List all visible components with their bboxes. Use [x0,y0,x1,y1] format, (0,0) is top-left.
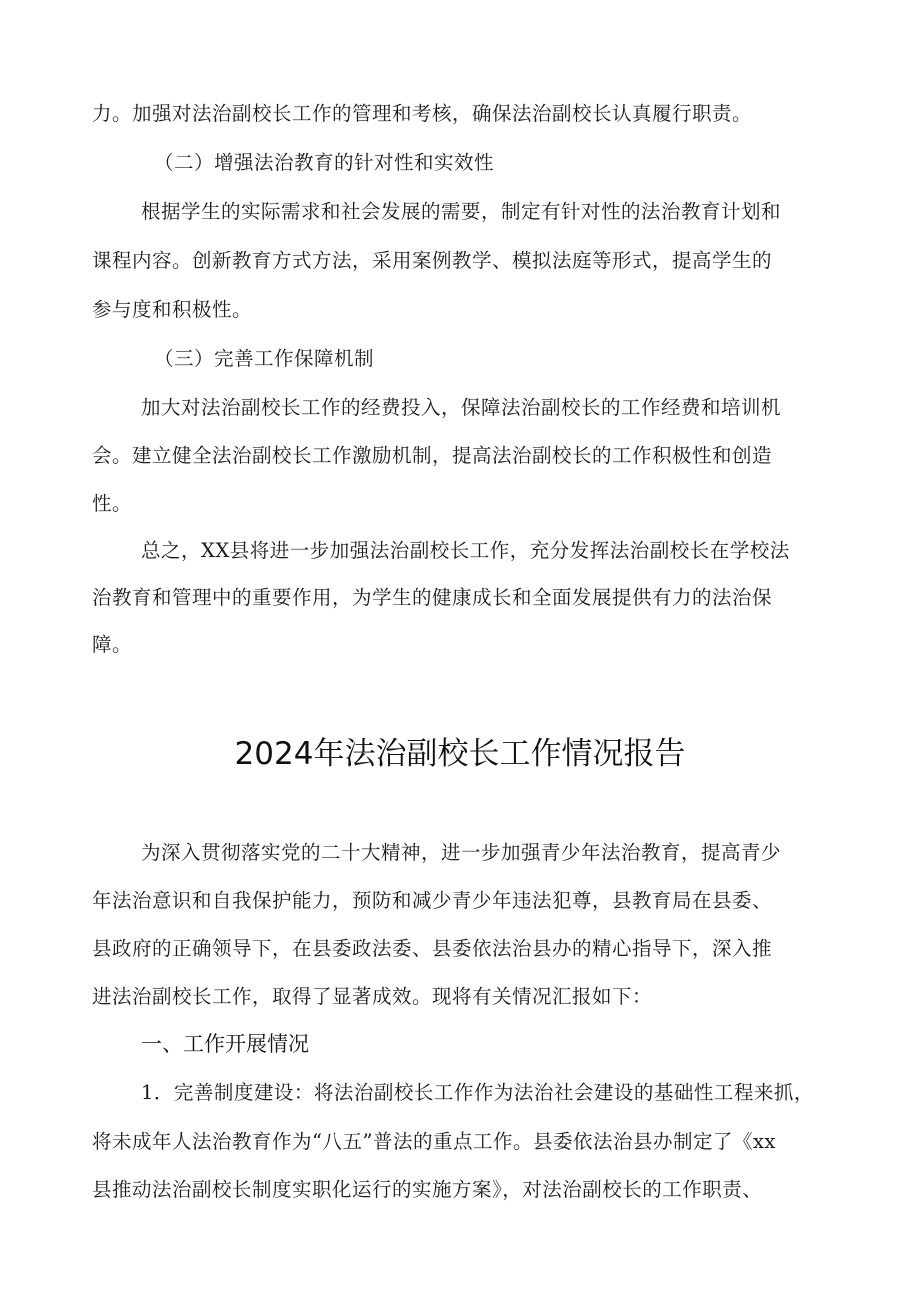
paragraph-line: 年法治意识和自我保护能力，预防和减少青少年违法犯尊，县教育局在县委、 [92,889,773,912]
paragraph-line: 进法治副校长工作，取得了显著成效。现将有关情况汇报如下： [92,985,653,1008]
paragraph-line: 为深入贯彻落实党的二十大精神，进一步加强青少年法治教育，提高青少 [141,841,782,864]
paragraph-line: 1．完善制度建设：将法治副校长工作作为法治社会建设的基础性工程来抓， [141,1081,814,1104]
paragraph-line: 县政府的正确领导下，在县委政法委、县委依法治县办的精心指导下，深入推 [92,937,773,960]
subsection-heading-3: （三）完善工作保障机制 [154,347,375,370]
subsection-heading-2: （二）增强法治教育的针对性和实效性 [154,151,495,174]
paragraph-line: 会。建立健全法治副校长工作激励机制，提高法治副校长的工作积极性和创造 [92,444,773,467]
paragraph-line: 根据学生的实际需求和社会发展的需要，制定有针对性的法治教育计划和 [141,200,782,223]
paragraph-line: 将未成年人法治教育作为“八五”普法的重点工作。县委依法治县办制定了《xx [92,1130,776,1153]
paragraph-line: 障。 [92,633,133,656]
section-heading: 一、工作开展情况 [141,1032,309,1056]
paragraph-line: 参与度和积极性。 [92,298,253,321]
paragraph-line: 总之，XX县将进一步加强法治副校长工作，充分发挥法治副校长在学校法 [141,539,790,562]
paragraph-line: 治教育和管理中的重要作用，为学生的健康成长和全面发展提供有力的法治保 [92,586,773,609]
paragraph-line: 加大对法治副校长工作的经费投入，保障法治副校长的工作经费和培训机 [141,396,782,419]
paragraph-line: 课程内容。创新教育方式方法，采用案例教学、模拟法庭等形式，提高学生的 [92,249,773,272]
paragraph-line: 县推动法治副校长制度实职化运行的实施方案》，对法治副校长的工作职责、 [92,1178,763,1201]
report-title: 2024年法治副校长工作情况报告 [234,736,686,772]
paragraph-line: 性。 [92,492,133,515]
continuation-line: 力。加强对法治副校长工作的管理和考核，确保法治副校长认真履行职责。 [92,102,753,125]
